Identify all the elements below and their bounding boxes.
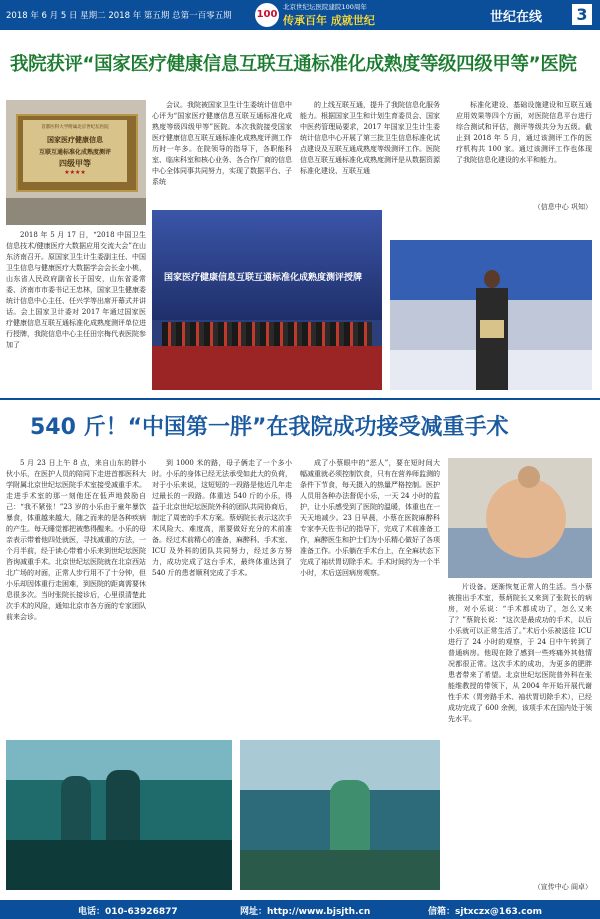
slogan-top: 北京世纪坛医院建院100周年	[283, 3, 367, 11]
footer-phone: 电话：010-63926877	[78, 907, 178, 917]
plaque-photo	[6, 100, 146, 225]
article2-col2-text: 到 1000 米的路，母子俩走了一个多小时。小乐的身体已经无法承受如此大的负荷，对于小乐来说，这短短的一段路是他近几年走过最长的一段路。体重达 540 斤的小乐，得益于北京世纪坛医院外科的团队共同协商后，制定了周密的手术方案。蔡炳院长表示这次手术风险大、难度高，需要做好充分的术前准备。经过术前精心的准备，麻醉科、手术室、ICU 及外科的团队共同努力，经过多方努力，成功完成了这台手术，最终体重达到了 540 斤的患者顺利完成了手术。	[152, 459, 292, 577]
article1-col2	[152, 100, 292, 205]
stage-ceremony-photo	[152, 210, 382, 390]
plaque-line-3: 互联互通标准化成熟度测评	[38, 149, 111, 156]
stage-banner: 国家医疗健康信息互联互通标准化成熟度测评授牌	[164, 273, 363, 283]
article1-col4	[456, 100, 592, 198]
article2-headline: 540 斤！“中国第一胖”在我院成功接受减重手术	[30, 415, 509, 440]
footer-website[interactable]: 网址：http://www.bjsjth.cn	[240, 907, 371, 917]
slogan	[283, 2, 375, 28]
footer-email[interactable]: 信箱：sjtxczx@163.com	[428, 907, 543, 917]
article1-col3	[300, 100, 440, 205]
article2-col4-text: 片设备。逐渐恢复正常人的生活。当小蔡被推出手术室，蔡炳院长又来到了张院长的病房，对小乐说：“手术都成功了，怎么又来了？”蔡院长说：“这次是最成功的手术，以后小乐就可以正常生活了。”术后小乐被送往 ICU 进行了 24 小时的观察，于 24 日中午转到了普通病房。他现在除了感到一些疼痛外其他情况都很正常。这次手术的成功，为更多的肥胖患者带来了希望。北京世纪坛医院普外科在张能维教授的带领下，从 2004 年开始开展代谢性手术（胃旁路手术、袖状胃切除手术），已经成功完成了 600 余例，该项手术在国内处于领先水平。	[448, 583, 592, 723]
section-title: 世纪在线	[490, 10, 543, 25]
article2-col1	[6, 458, 146, 733]
article2-credit	[448, 882, 592, 893]
plaque	[16, 114, 138, 192]
page-header	[0, 0, 600, 30]
article1-credit	[456, 202, 592, 213]
article1-headline: 我院获评“国家医疗健康信息互联互通标准化成熟度等级四级甲等”医院	[10, 54, 577, 75]
article2-col2	[152, 458, 292, 733]
surgical-team-photo	[6, 740, 232, 890]
issue-line: 2018 年 6 月 5 日 星期二 2018 年 第五期 总第一百零五期	[6, 11, 232, 21]
article1-col4-text: 标准化建设、基础设施建设和互联互通应用效果等四个方面，对医院信息平台进行综合测试和评估，测评等级共分为五级。截止到 2018 年 5 月，通过该测评工作的医疗机构共 100 家。通过该测评工作也体现了我院信息化建设的水平和能力。	[456, 101, 592, 164]
article1-col2-text: 会议。我院被国家卫生计生委统计信息中心评为“国家医疗健康信息互联互通标准化成熟度等级四级甲等”医院。本次我院接受国家医疗健康信息互联互通标准化成熟度评测工作历时一年多。在院领导的指导下，各职能科室、临床科室和核心业务、各合作厂商的信息中心全体同事共同努力，实现了数据平台、子系统	[152, 101, 292, 186]
plaque-line-2: 国家医疗健康信息	[47, 136, 103, 144]
article2-col3	[300, 458, 440, 733]
article1-credit-text: （信息中心 巩知）	[533, 203, 592, 211]
article2-col3-text: 成了小蔡眼中的“恶人”，要在短时间大幅减重就必须控制饮食，只有在营养师监测的条件下节食，每天摄入的热量严格控制。医护人员用各种办法督促小乐，一天 24 小时的监护，让小乐感受到了医院的温暖，体重也在一天天地减少。23 日早晨，小蔡在医院麻醉科专家李天佐书记的指导下，完成了术前准备工作，麻醉医生和护士们为小乐精心做好了各项准备工作。小乐躺在手术台上，在全麻状态下完成了袖状胃切除手术。手术时间约为一个半小时，术后送回病房观察。	[300, 459, 440, 577]
article2-col4	[448, 582, 592, 880]
page-footer	[0, 900, 600, 919]
centennial-logo: 100	[255, 3, 279, 27]
plaque-stars: ★★★★	[64, 169, 86, 176]
patient-photo	[448, 458, 592, 578]
slogan-main: 传承百年 成就世纪	[283, 14, 375, 27]
page-number: 3	[572, 4, 592, 25]
recipient-figure	[476, 270, 508, 390]
operation-photo	[240, 740, 440, 890]
article1-col1-text: 2018 年 5 月 17 日，“2018 中国卫生信息技术/健康医疗大数据应用交流大会”在山东济南召开。原国家卫生计生委副主任、中国卫生信息与健康医疗大数据学会会长金小桃，山东省人民政府副省长于国安，山东省委常委、济南市市委书记王忠林，国家卫生健康委统计信息中心主任、任兴学等出席开幕式并讲话。会上国家卫计委对 2017 年通过国家医疗健康信息互联互通标准化成熟度测评单位进行授牌，我院信息中心主任田宗梅代表医院参加了	[6, 231, 146, 349]
article2-col1-text: 5 月 23 日上午 8 点，来自山东的胖小伙小乐，在医护人员的陪同下走进首都医科大学附属北京世纪坛医院手术室接受减重手术。走进手术室的那一刻他还在低声地鼓励自己：“我不紧张！”23 岁的小乐由于童年暴饮暴食，体重越来越大，随之而来的是各种疾病的产生。每天睡觉都把被憋得醒来。小乐的母亲表示带着他四处就医，寻找减重的方法，一个月半前，经于读心带着小乐来到世纪坛医院咨询减重手术。北京世纪坛医院就在北京西站北广场的对面，正常人步行用不了十分钟，但小乐却因体重行走困难，到医院的距离需要休息很多次。当时张院长接诊后，心里很清楚此次手术的风险，通知北京市各方面的专家团队前来会诊。	[6, 459, 146, 621]
patient-figure	[486, 478, 566, 558]
plaque-line-4: 四级甲等	[59, 159, 91, 168]
article1-col1	[6, 230, 146, 390]
plaque-line-1: 首都医科大学附属北京世纪坛医院	[41, 125, 109, 130]
award-recipient-photo	[390, 240, 592, 390]
article2-credit-text: （宣传中心 阎卓）	[533, 883, 592, 891]
article-divider	[0, 398, 600, 400]
article1-col3-text: 的上线互联互通，提升了我院信息化服务能力。根据国家卫生和计划生育委员会、国家中医药管理局要求，2017 年国家卫生计生委统计信息中心开展了第三批卫生信息标准化试点建设及互联互通成熟度等级测评工作。医院信息互联互通标准化成熟度测评是从数据资源标准化建设、互联互通	[300, 101, 440, 175]
